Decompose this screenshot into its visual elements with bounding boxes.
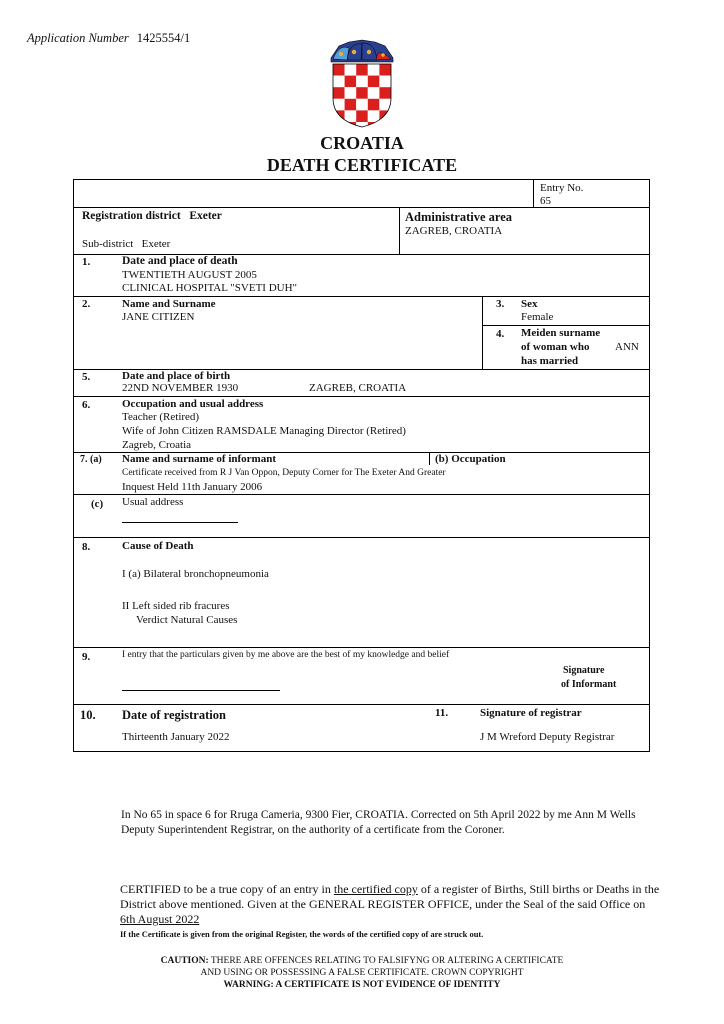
registration-district	[82, 210, 222, 222]
field5-date: 22ND NOVEMBER 1930	[122, 382, 239, 394]
field2-number: 2.	[82, 298, 91, 310]
field2-value: JANE CITIZEN	[122, 311, 195, 323]
field2-label: Name and Surname	[122, 298, 216, 310]
field6-line1: Teacher (Retired)	[122, 411, 200, 423]
sub-district-label: Sub-district	[82, 238, 134, 250]
field6-number: 6.	[82, 399, 91, 411]
field9-number: 9.	[82, 651, 91, 663]
field1-date: TWENTIETH AUGUST 2005	[122, 269, 257, 281]
coat-of-arms-icon	[327, 38, 397, 128]
correction-note: In No 65 in space 6 for Rruga Cameria, 9300 Fier, CROATIA. Corrected on 5th April 2022 by me Ann M Wells Deputy Superintendent Registrar, on the authority of a certificate from the Coroner.	[121, 809, 636, 836]
field1-label: Date and place of death	[122, 255, 238, 267]
field8-cause2: II Left sided rib fracures	[122, 600, 230, 612]
admin-area-label: Administrative area	[405, 210, 513, 224]
field9-text: I entry that the particulars given by me above are the best of my knowledge and belief	[122, 650, 450, 660]
field10-label: Date of registration	[122, 708, 226, 722]
caution-text-2: AND USING OR POSSESSING A FALSE CERTIFICATE. CROWN COPYRIGHT	[200, 968, 524, 978]
field6-line2: Wife of John Citizen RAMSDALE Managing Director (Retired)	[122, 425, 406, 437]
application-number-label: Application Number	[27, 31, 129, 45]
field7b-label: (b) Occupation	[435, 453, 506, 465]
field11-label: Signature of registrar	[480, 707, 582, 719]
sub-district-value: Exeter	[141, 238, 171, 250]
admin-area-value: ZAGREB, CROATIA	[405, 225, 503, 237]
field4-value: ANN	[615, 341, 639, 353]
certified-footnote: If the Certificate is given from the original Register, the words of the certified copy of are struck out.	[120, 929, 484, 939]
field8-label: Cause of Death	[122, 540, 194, 552]
field3-number: 3.	[496, 298, 505, 310]
certified-text-start: CERTIFIED to be a true copy of an entry in	[120, 882, 334, 896]
caution-label: CAUTION:	[160, 956, 209, 966]
certificate-table	[73, 179, 650, 752]
title-document: DEATH CERTIFICATE	[266, 155, 458, 175]
field3-value: Female	[521, 311, 554, 323]
entry-no-value: 65	[540, 195, 551, 207]
field7-label: Name and surname of informant	[122, 453, 276, 465]
field4-number: 4.	[496, 328, 505, 340]
certified-text-mid: of a register of Births, Still births or Deaths in the District above mentioned. Given at the GENERAL REGISTER OFFICE, under the Seal of the said Office on	[120, 882, 660, 911]
registration-district-label: Registration district	[82, 210, 181, 222]
field5-label: Date and place of birth	[122, 370, 231, 382]
informant-signature-label-2: of Informant	[561, 679, 617, 690]
certified-statement	[120, 882, 660, 927]
informant-signature-label-1: Signature	[563, 665, 605, 676]
caution-line-1	[0, 955, 724, 967]
field4-label-line3: has married	[521, 355, 579, 367]
field10-number: 10.	[80, 708, 96, 722]
field6-line3: Zagreb, Croatia	[122, 439, 192, 451]
certified-copy-underlined: the certified copy	[333, 882, 418, 896]
field7c-number: (c)	[91, 498, 104, 510]
field7c-label: Usual address	[122, 496, 184, 508]
warning-text: WARNING: A CERTIFICATE IS NOT EVIDENCE OF IDENTITY	[223, 980, 501, 990]
field11-number: 11.	[435, 707, 449, 719]
title-country: CROATIA	[320, 133, 404, 153]
field8-cause3: Verdict Natural Causes	[136, 614, 238, 626]
entry-no-label: Entry No.	[540, 182, 584, 194]
application-number-value: 1425554/1	[136, 31, 191, 45]
field8-cause1: I (a) Bilateral bronchopneumonia	[122, 568, 269, 580]
field5-place: ZAGREB, CROATIA	[309, 382, 407, 394]
certified-date: 6th August 2022	[120, 912, 200, 926]
registration-district-value: Exeter	[189, 210, 222, 222]
caution-text-1: THERE ARE OFFENCES RELATING TO FALSIFYNG OR ALTERING A CERTIFICATE	[208, 956, 564, 966]
field1-place: CLINICAL HOSPITAL "SVETI DUH"	[122, 282, 298, 294]
application-number	[27, 31, 190, 46]
field11-value: J M Wreford Deputy Registrar	[480, 731, 615, 743]
field4-label-line1: Meiden surname	[521, 327, 601, 339]
field8-number: 8.	[82, 541, 91, 553]
field6-label: Occupation and usual address	[122, 398, 264, 410]
field7-line2: Inquest Held 11th January 2006	[122, 481, 263, 493]
caution-block	[0, 955, 724, 991]
field4-label-line2: of woman who	[521, 341, 590, 353]
sub-district	[82, 238, 170, 250]
field7-line1: Certificate received from R J Van Oppon, Deputy Corner for The Exeter And Greater	[122, 468, 446, 478]
field7-number: 7. (a)	[80, 454, 102, 465]
field5-number: 5.	[82, 371, 91, 383]
field3-label: Sex	[521, 298, 538, 310]
field1-number: 1.	[82, 256, 91, 268]
field10-value: Thirteenth January 2022	[122, 731, 230, 743]
